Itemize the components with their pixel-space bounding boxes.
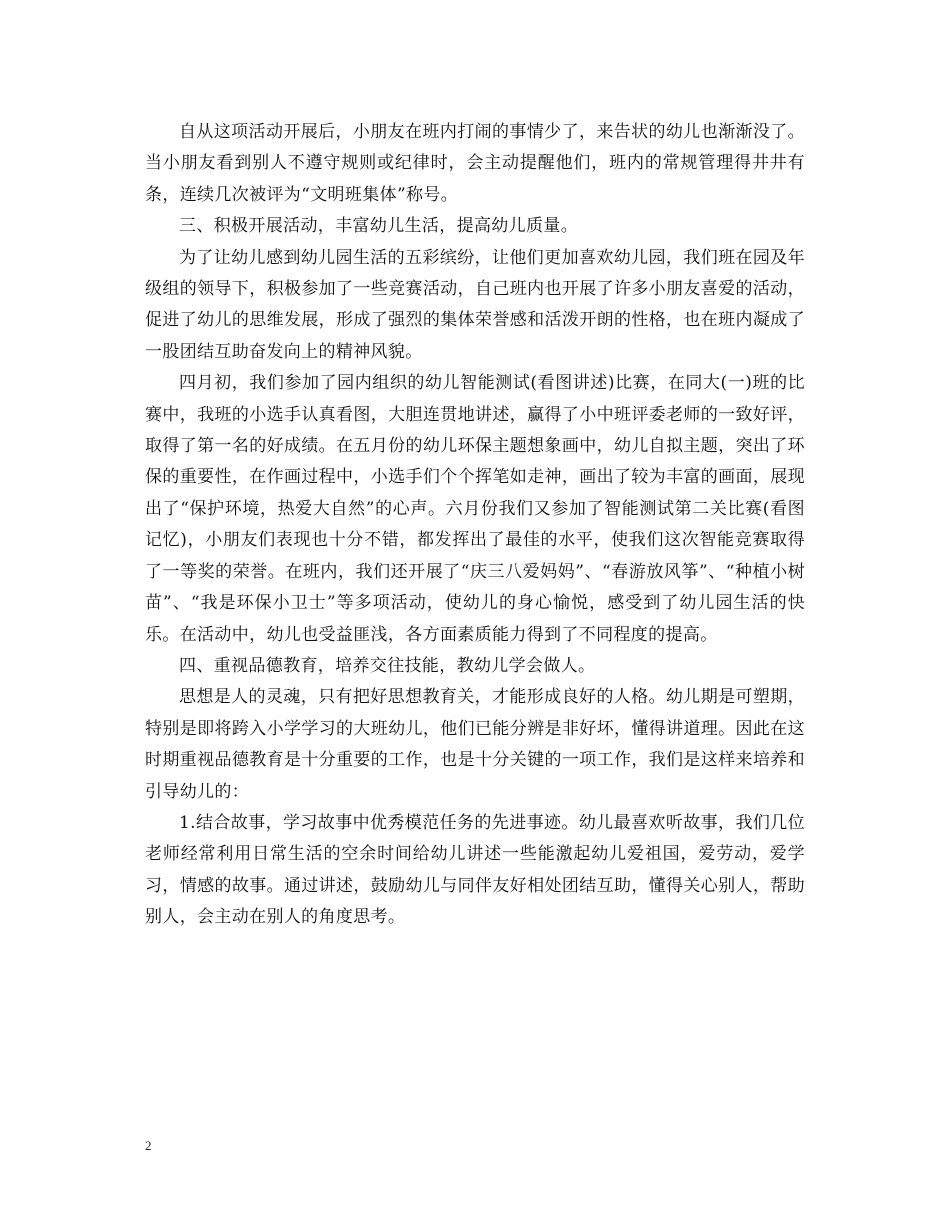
paragraph-competitions: 四月初，我们参加了园内组织的幼儿智能测试(看图讲述)比赛，在同大(一)班的比赛中，我班的小选手认真看图，大胆连贯地讲述，赢得了小中班评委老师的一致好评，取得了第一名的好成绩。在五月份的幼儿环保主题想象画中，幼儿自拟主题，突出了环保的重要性，在作画过程中，小选手们个个挥笔如走神，画出了较为丰富的画面，展现出了“保护环境，热爱大自然”的心声。六月份我们又参加了智能测试第二关比赛(看图记忆)，小朋友们表现也十分不错，都发挥出了最佳的水平，使我们这次智能竞赛取得了一等奖的荣誉。在班内，我们还开展了“庆三八爱妈妈”、“春游放风筝”、“种植小树苗”、“我是环保小卫士”等多项活动，使幼儿的身心愉悦，感受到了幼儿园生活的快乐。在活动中，幼儿也受益匪浅，各方面素质能力得到了不同程度的提高。 [145, 373, 805, 645]
paragraph-activities-intro: 为了让幼儿感到幼儿园生活的五彩缤纷，让他们更加喜欢幼儿园，我们班在园及年级组的领导下，积极参加了一些竞赛活动，自己班内也开展了许多小朋友喜爱的活动，促进了幼儿的思维发展，形成了强烈的集体荣誉感和活泼开朗的性格，也在班内凝成了一股团结互助奋发向上的精神风貌。 [145, 247, 805, 362]
paragraph-moral-education: 思想是人的灵魂，只有把好思想教育关，才能形成良好的人格。幼儿期是可塑期，特别是即将跨入小学学习的大班幼儿，他们已能分辨是非好坏，懂得讲道理。因此在这时期重视品德教育是十分重要的工作，也是十分关键的一项工作，我们是这样来培养和引导幼儿的： [145, 687, 805, 802]
page-number: 2 [145, 1138, 152, 1153]
paragraph-stories: 1.结合故事，学习故事中优秀模范任务的先进事迹。幼儿最喜欢听故事，我们几位老师经常利用日常生活的空余时间给幼儿讲述一些能激起幼儿爱祖国，爱劳动，爱学习，情感的故事。通过讲述，鼓励幼儿与同伴友好相处团结互助，懂得关心别人，帮助别人，会主动在别人的角度思考。 [145, 812, 805, 928]
document-body [145, 117, 805, 934]
section-heading-4: 四、重视品德教育，培养交往技能，教幼儿学会做人。 [179, 655, 596, 676]
section-heading-3: 三、积极开展活动，丰富幼儿生活，提高幼儿质量。 [179, 216, 579, 237]
paragraph-activity-results: 自从这项活动开展后，小朋友在班内打闹的事情少了，来告状的幼儿也渐渐没了。当小朋友看到别人不遵守规则或纪律时，会主动提醒他们，班内的常规管理得井井有条，连续几次被评为“文明班集体”称号。 [145, 122, 805, 205]
